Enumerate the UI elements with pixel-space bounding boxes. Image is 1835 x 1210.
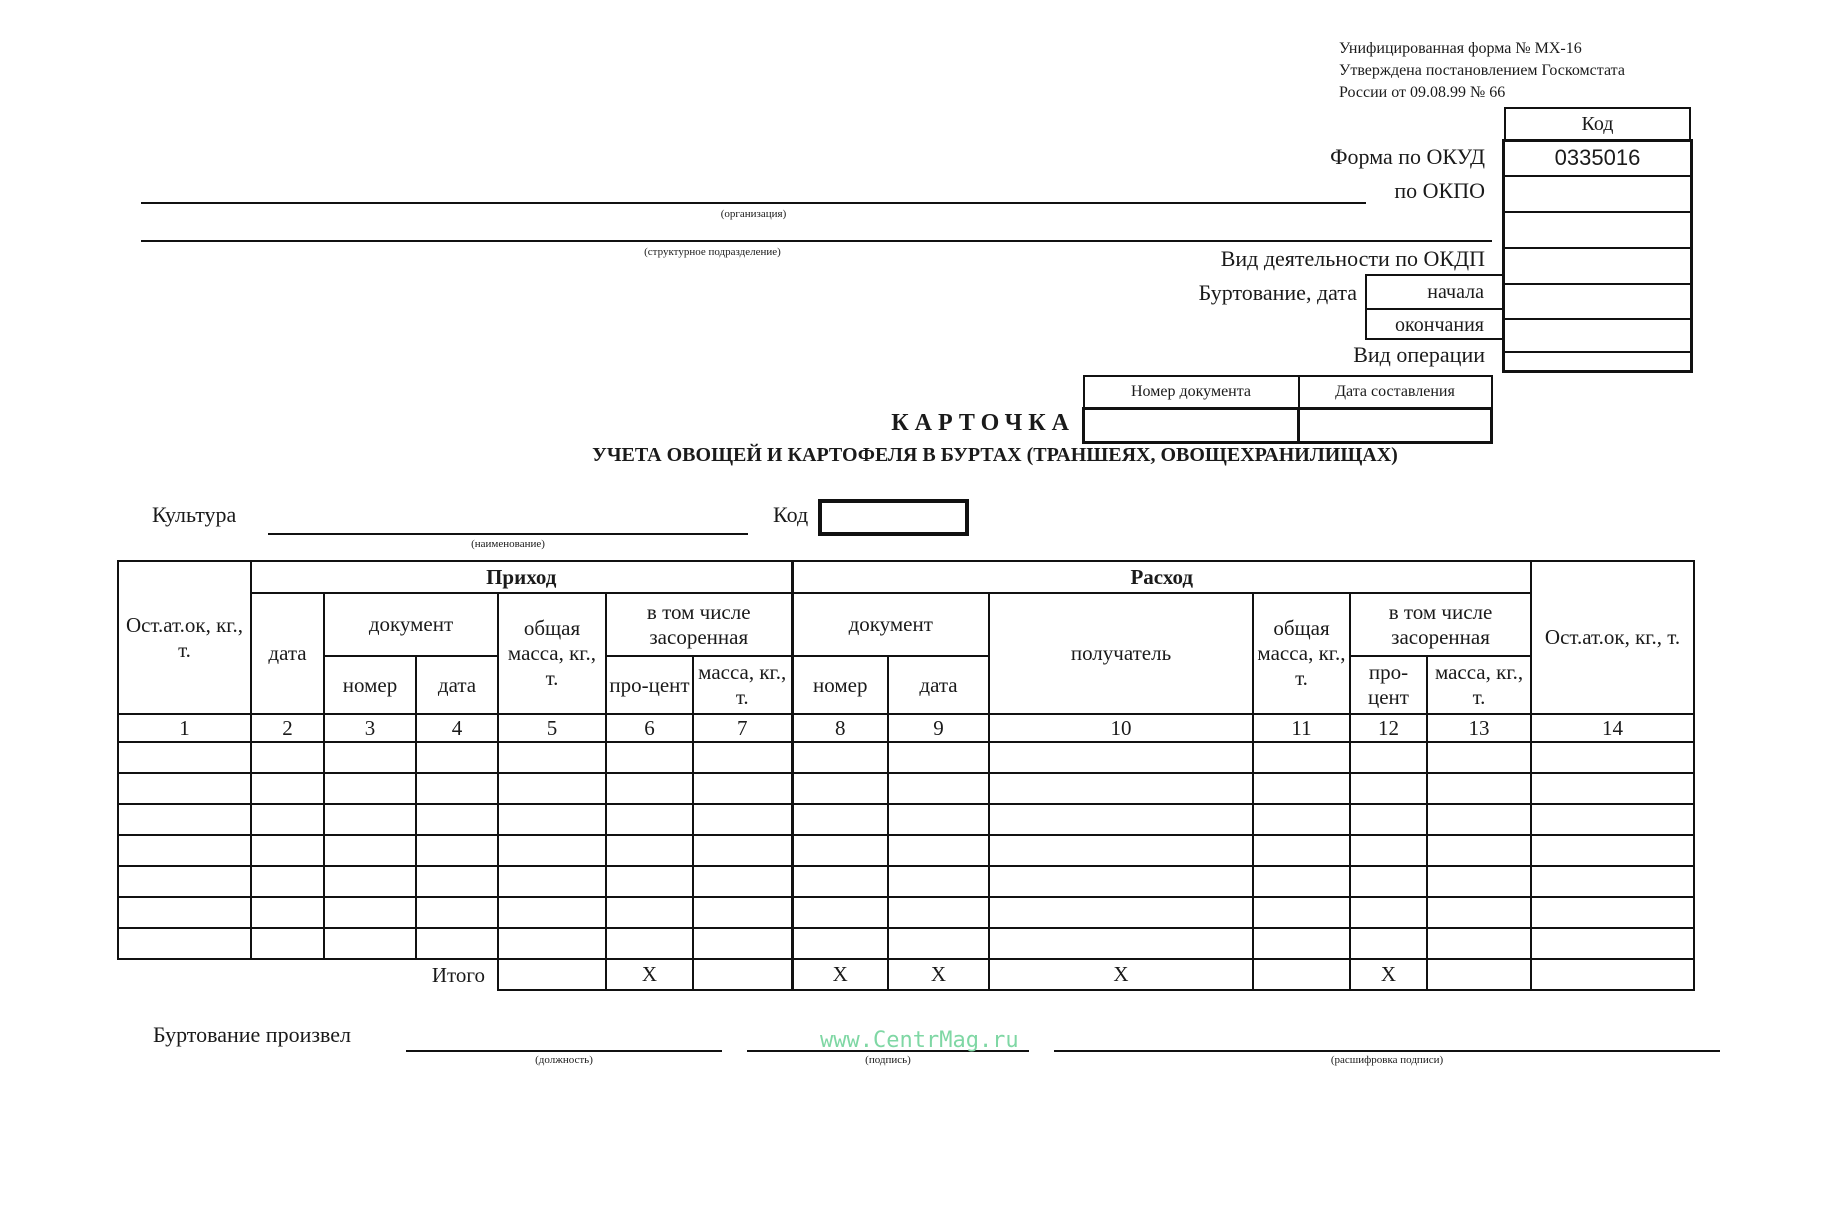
table-row[interactable]	[118, 835, 1694, 866]
burt-end-date[interactable]	[1505, 320, 1690, 353]
okud-label: Форма по ОКУД	[1330, 144, 1485, 169]
column-number: 12	[1350, 714, 1427, 742]
income-percent-header: про-цент	[606, 656, 693, 714]
document-number-table	[1082, 375, 1493, 444]
total-cross: X	[792, 959, 888, 990]
total-row	[118, 959, 1694, 990]
total-income-weedy-mass[interactable]	[693, 959, 792, 990]
income-total-mass-header: общая масса, кг., т.	[498, 593, 606, 714]
expense-mass-header: масса, кг., т.	[1427, 656, 1531, 714]
culture-code-box[interactable]	[818, 499, 969, 536]
end-label: окончания	[1395, 314, 1484, 336]
column-number-row	[118, 714, 1694, 742]
balance-start-header: Ост.ат.ок, кг., т.	[118, 561, 251, 714]
table-row[interactable]	[118, 773, 1694, 804]
organization-caption: (организация)	[720, 208, 787, 220]
income-number-header: номер	[324, 656, 416, 714]
total-cross: X	[888, 959, 989, 990]
expense-doc-date-header: дата	[888, 656, 989, 714]
position-caption: (должность)	[535, 1054, 593, 1066]
document-number-header: Номер документа	[1084, 376, 1299, 408]
okpo-label: по ОКПО	[1394, 178, 1485, 203]
column-number: 2	[251, 714, 324, 742]
position-line[interactable]	[406, 1050, 722, 1052]
total-balance-end[interactable]	[1531, 959, 1694, 990]
operation-code[interactable]	[1505, 353, 1690, 380]
column-number: 7	[693, 714, 792, 742]
document-date-header: Дата составления	[1299, 376, 1492, 408]
expense-total-mass-header: общая масса, кг., т.	[1253, 593, 1350, 714]
income-doc-date-header: дата	[416, 656, 498, 714]
expense-percent-header: про-цент	[1350, 656, 1427, 714]
extra-code[interactable]	[1505, 213, 1690, 249]
burtovanie-performer-label: Буртование произвел	[153, 1022, 352, 1047]
table-row[interactable]	[118, 897, 1694, 928]
table-row[interactable]	[118, 866, 1694, 897]
table-row[interactable]	[118, 804, 1694, 835]
document-number-cell[interactable]	[1084, 408, 1299, 442]
culture-label: Культура	[152, 502, 237, 527]
division-caption: (структурное подразделение)	[644, 246, 781, 258]
document-date-cell[interactable]	[1299, 408, 1492, 442]
card-title: КАРТОЧКА	[891, 410, 1075, 436]
expense-number-header: номер	[792, 656, 888, 714]
total-income-mass[interactable]	[498, 959, 606, 990]
column-number: 3	[324, 714, 416, 742]
column-number: 11	[1253, 714, 1350, 742]
income-document-header: документ	[324, 593, 498, 656]
expense-header: Расход	[792, 561, 1531, 593]
balance-end-header: Ост.ат.ок, кг., т.	[1531, 561, 1694, 714]
total-cross: X	[606, 959, 693, 990]
burt-start-date[interactable]	[1505, 285, 1690, 320]
recipient-header: получатель	[989, 593, 1253, 714]
column-number: 13	[1427, 714, 1531, 742]
start-label: начала	[1367, 276, 1504, 310]
watermark: www.CentrMag.ru	[820, 1028, 1019, 1053]
okud-code[interactable]: 0335016	[1505, 142, 1690, 177]
code-column	[1502, 139, 1693, 373]
okdp-code[interactable]	[1505, 249, 1690, 285]
burtovanie-label: Буртование, дата	[1198, 280, 1357, 305]
form-name: Унифицированная форма № МХ-16	[1339, 40, 1582, 57]
decoding-caption: (расшифровка подписи)	[1330, 1054, 1444, 1066]
culture-line[interactable]	[268, 533, 748, 535]
culture-code-label: Код	[773, 502, 809, 527]
burt-date-labels	[1365, 274, 1504, 340]
table-row[interactable]	[118, 928, 1694, 959]
income-header: Приход	[251, 561, 792, 593]
column-number: 1	[118, 714, 251, 742]
operation-label: Вид операции	[1353, 342, 1485, 367]
expense-document-header: документ	[792, 593, 989, 656]
okpo-code[interactable]	[1505, 177, 1690, 213]
total-cross: X	[989, 959, 1253, 990]
card-subtitle: УЧЕТА ОВОЩЕЙ И КАРТОФЕЛЯ В БУРТАХ (ТРАНШЕЯХ, ОВОЩЕХРАНИЛИЩАХ)	[592, 444, 1398, 466]
organization-line[interactable]	[141, 202, 1366, 204]
column-number: 6	[606, 714, 693, 742]
income-date-header: дата	[251, 593, 324, 714]
table-row[interactable]	[118, 742, 1694, 773]
income-mass-header: масса, кг., т.	[693, 656, 792, 714]
division-line[interactable]	[141, 240, 1492, 242]
total-expense-mass[interactable]	[1253, 959, 1350, 990]
main-table	[117, 560, 1695, 991]
decoding-line[interactable]	[1054, 1050, 1720, 1052]
total-label: Итого	[118, 959, 498, 990]
income-weedy-header: в том числе засоренная	[606, 593, 792, 656]
column-number: 8	[792, 714, 888, 742]
signature-caption: (подпись)	[865, 1054, 911, 1066]
column-number: 9	[888, 714, 989, 742]
column-number: 5	[498, 714, 606, 742]
total-expense-weedy-mass[interactable]	[1427, 959, 1531, 990]
approval-note: Утверждена постановлением Госкомстата	[1339, 62, 1625, 79]
code-column-header: Код	[1504, 107, 1691, 139]
expense-weedy-header: в том числе засоренная	[1350, 593, 1531, 656]
column-number: 10	[989, 714, 1253, 742]
column-number: 14	[1531, 714, 1694, 742]
approval-date: России от 09.08.99 № 66	[1339, 84, 1506, 101]
culture-caption: (наименование)	[471, 538, 545, 550]
column-number: 4	[416, 714, 498, 742]
okdp-label: Вид деятельности по ОКДП	[1220, 246, 1485, 271]
total-cross: X	[1350, 959, 1427, 990]
